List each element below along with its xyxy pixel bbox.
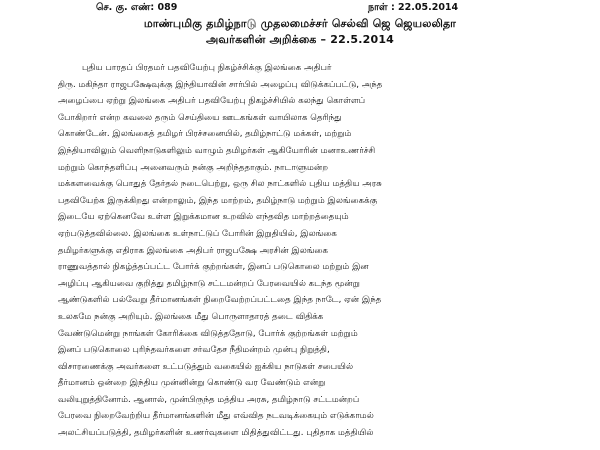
body-line: ராணுவத்தால் நிகழ்த்தப்பட்ட போர்க் குற்றங்கள், இனப் படுகொலை மற்றும் இன xyxy=(58,262,369,273)
body-line: தீர்மானம் ஒன்றை இந்திய முன்னின்று கொண்டு வர வேண்டும் என்று xyxy=(58,378,326,389)
body-line: அழைப்பை ஏற்று இலங்கை அதிபர் பதவியேற்பு நிகழ்ச்சியில் கலந்து கொள்ளப் xyxy=(58,96,366,107)
statement-title-line-2: அவர்களின் அறிக்கை – 22.5.2014 xyxy=(205,33,395,46)
body-line: பேரவை நிறைவேற்றிய தீர்மானங்களின் மீது எவ்வித நடவடிக்கையும் எடுக்காமல் xyxy=(58,411,374,422)
body-line: மக்களவைக்கு பொதுத் தேர்தல் நடைபெற்று, ஒரு சில நாட்களில் புதிய மத்திய அரசு xyxy=(58,179,382,190)
body-line: புதிய பாரதப் பிரதமர் பதவியேற்பு நிகழ்ச்சிக்கு இலங்கை அதிபர் xyxy=(82,63,332,73)
body-line: இடையே ஏற்கெனவே உள்ள இறுக்கமான உறவில் எந்தவித மாற்றத்தையும் xyxy=(58,212,349,223)
body-line: விசாரணைக்கு அவர்களை உட்படுத்தும் வகையில் ஐக்கிய நாடுகள் சபையில் xyxy=(58,361,354,372)
body-line: தமிழர்களுக்கு எதிராக இலங்கை அதிபர் ராஜபக்ஷே அரசின் இலங்கை xyxy=(58,245,329,256)
body-line: போகிறார் என்ற கவலை தரும் செய்தியை ஊடகங்கள் வாயிலாக தெரிந்து xyxy=(58,112,342,123)
press-release-date: நாள் : 22.05.2014 xyxy=(368,2,459,13)
body-line: இனப் படுகொலை புரிந்தவர்களை சர்வதேச நீதிமன்றம் முன்பு நிறுத்தி, xyxy=(58,345,330,356)
body-line: கொண்டேன். இலங்கைத் தமிழர் பிரச்சனையில், தமிழ்நாட்டு மக்கள், மற்றும் xyxy=(58,129,352,140)
body-line: வேண்டுமென்று நாங்கள் கோரிக்கை விடுத்ததோடு, போர்க் குற்றங்கள் மற்றும் xyxy=(58,328,358,339)
body-line: இந்தியாவிலும் வெளிநாடுகளிலும் வாழும் தமிழர்கள் ஆகியோரின் மனாஉணர்ச்சி xyxy=(58,145,376,156)
statement-title-line-1: மாண்புமிகு தமிழ்நாடு முதலமைச்சர் செல்வி ஜெ ஜெயலலிதா xyxy=(143,17,457,30)
body-line: பதவியேற்க இருக்கிறது என்றாலும், இந்த மாற்றம், தமிழ்நாடு மற்றும் இலங்கைக்கு xyxy=(58,195,378,206)
body-line: வலியுறுத்தினோம். ஆனால், முன்பிருந்த மத்திய அரசு, தமிழ்நாடு சட்டமன்றப் xyxy=(58,394,360,405)
body-line: திரு. மகிந்தா ராஜபக்ஷேவுக்கு இந்தியாவின் சார்பில் அழைப்பு விடுக்கப்பட்டு, அந்த xyxy=(58,79,383,90)
body-line: அலட்சியப்படுத்தி, தமிழர்களின் உணர்வுகளை மிதித்துவிட்டது. புதிதாக மத்தியில் xyxy=(58,428,374,439)
body-line: உலகமே நன்கு அறியும். இலங்கை மீது பொருளாதாரத் தடை விதிக்க xyxy=(58,311,324,322)
body-line: அழிப்பு ஆகியவை குறித்து தமிழ்நாடு சட்டமன்றப் பேரவையில் கடந்த மூன்று xyxy=(58,278,360,289)
body-line: மற்றும் கொந்தளிப்பு அனைவரும் நன்கு அறிந்ததாகும். நாடாளுமன்ற xyxy=(58,162,329,173)
reference-line xyxy=(96,2,526,16)
statement-body xyxy=(58,60,598,442)
body-line: ஆண்டுகளில் பல்வேறு தீர்மானங்கள் நிறைவேற்றப்பட்டதை இந்த நாடே, ஏன் இந்த xyxy=(58,295,382,306)
body-line: ஏற்படுத்தவில்லை. இலங்கை உள்நாட்டுப் போரின் இறுதியில், இலங்கை xyxy=(58,228,337,239)
press-release-number: செ. கு. எண்: 089 xyxy=(96,2,178,13)
